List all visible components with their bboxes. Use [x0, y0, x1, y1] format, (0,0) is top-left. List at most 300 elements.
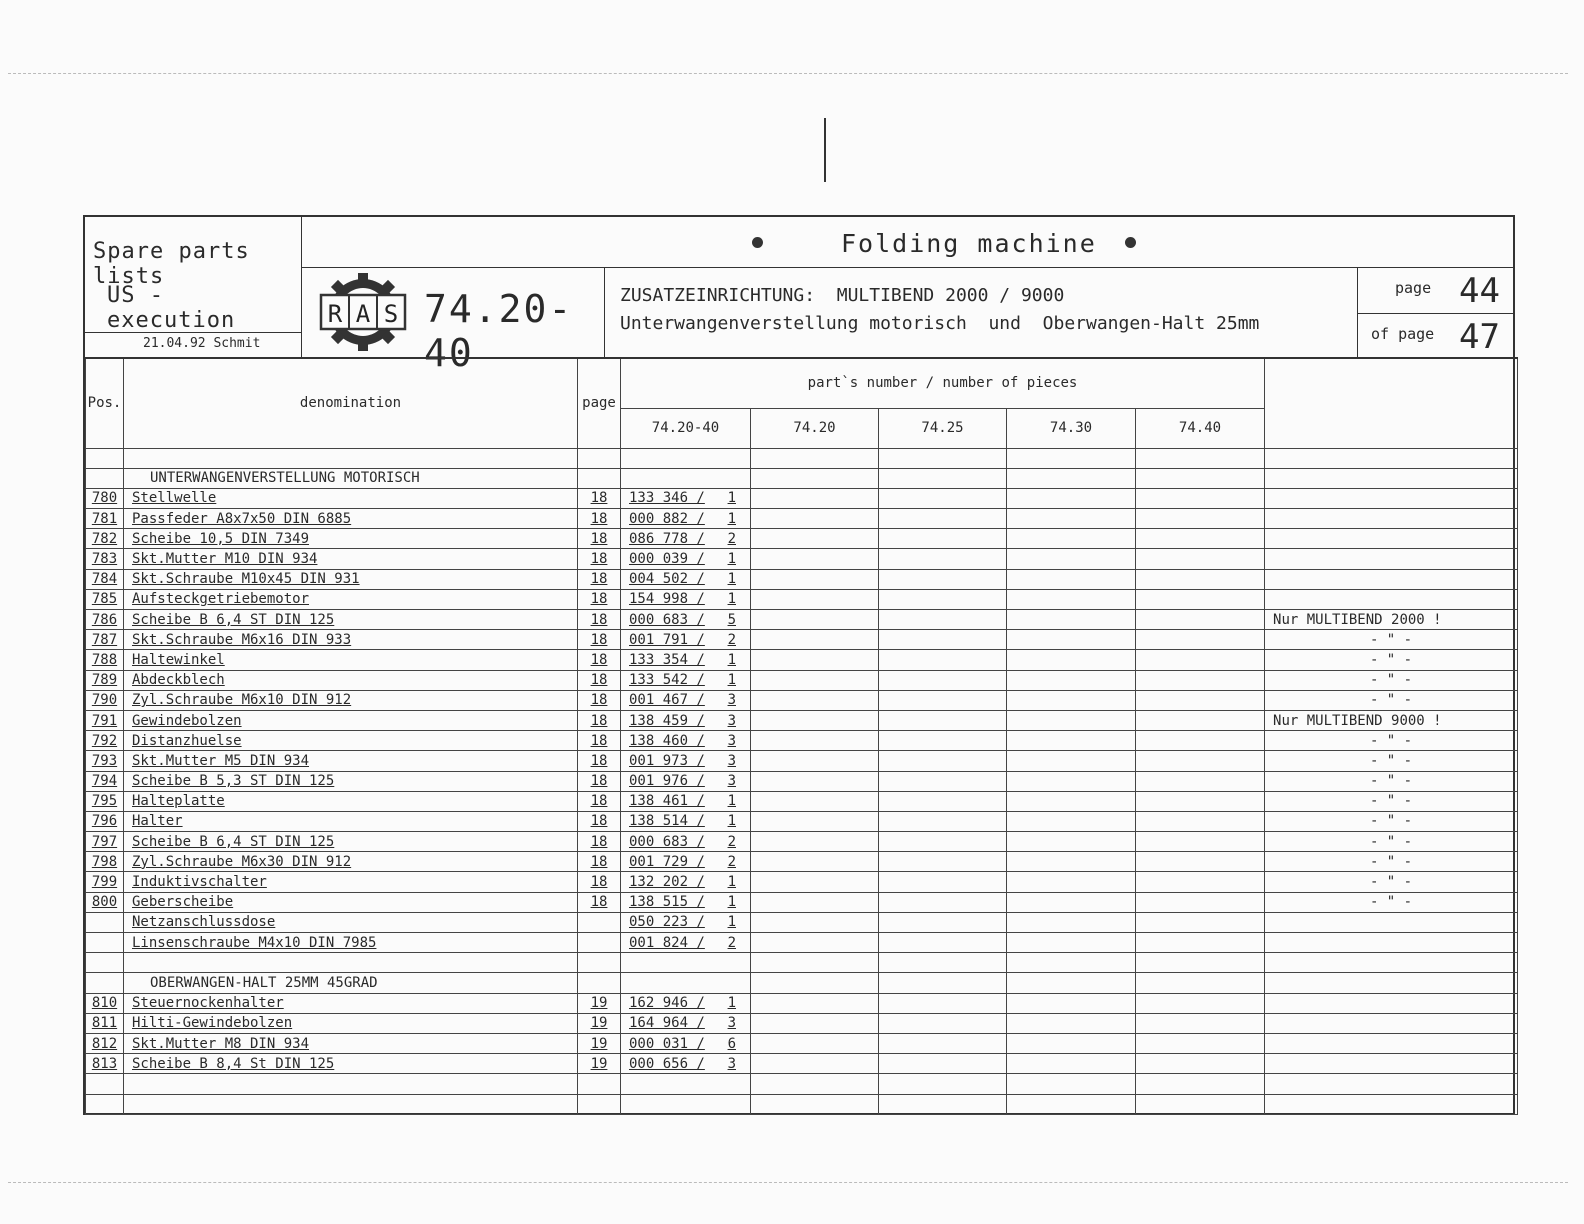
- model-number: 74.20-40: [424, 287, 574, 375]
- empty-cell: [1007, 892, 1136, 912]
- empty-cell: [1007, 549, 1136, 569]
- remark-cell: - " -: [1265, 892, 1518, 912]
- col-header-denomination: denomination: [124, 358, 578, 448]
- quantity: 3: [727, 1055, 736, 1072]
- page-cell: 18: [578, 690, 621, 710]
- table-row: [86, 751, 1518, 771]
- denomination-cell: Halteplatte: [124, 791, 578, 811]
- empty-cell: [751, 488, 879, 508]
- page-cell: 18: [578, 771, 621, 791]
- pos-cell: 790: [86, 690, 124, 710]
- empty-cell: [124, 953, 578, 973]
- empty-cell: [621, 1094, 751, 1115]
- empty-cell: [751, 610, 879, 630]
- page-cell: 18: [578, 832, 621, 852]
- part-number: 001 791 /: [629, 631, 705, 648]
- pos-cell: 797: [86, 832, 124, 852]
- empty-cell: [879, 509, 1007, 529]
- table-row: [86, 610, 1518, 630]
- empty-cell: [578, 448, 621, 468]
- part-number: 001 976 /: [629, 773, 705, 790]
- quantity: 1: [727, 995, 736, 1012]
- pos-cell: 780: [86, 488, 124, 508]
- part-number: 154 998 /: [629, 591, 705, 608]
- empty-cell: [1136, 953, 1265, 973]
- part-number-cell: [621, 791, 751, 811]
- fold-mark: [824, 118, 826, 182]
- empty-cell: [879, 993, 1007, 1013]
- page-cell: 18: [578, 488, 621, 508]
- part-number: 133 346 /: [629, 490, 705, 507]
- empty-cell: [621, 953, 751, 973]
- denomination-cell: Passfeder A8x7x50 DIN 6885: [124, 509, 578, 529]
- table-row: [86, 731, 1518, 751]
- empty-cell: [879, 610, 1007, 630]
- empty-cell: [621, 468, 751, 488]
- bullet-icon: [1125, 237, 1136, 248]
- part-number: 138 514 /: [629, 813, 705, 830]
- table-row: [86, 933, 1518, 953]
- page-cell: 18: [578, 892, 621, 912]
- part-number-cell: [621, 892, 751, 912]
- empty-cell: [879, 468, 1007, 488]
- empty-cell: [86, 1094, 124, 1115]
- part-number-cell: [621, 1013, 751, 1033]
- empty-cell: [1007, 993, 1136, 1013]
- empty-cell: [751, 852, 879, 872]
- header-execution-label: US - execution: [107, 283, 236, 333]
- denomination-cell: Skt.Schraube M6x16 DIN 933: [124, 630, 578, 650]
- empty-cell: [751, 993, 879, 1013]
- part-number: 000 882 /: [629, 510, 705, 527]
- empty-cell: [1265, 1094, 1518, 1115]
- empty-cell: [879, 569, 1007, 589]
- empty-cell: [1136, 710, 1265, 730]
- empty-cell: [879, 650, 1007, 670]
- remark-cell: - " -: [1265, 771, 1518, 791]
- page-cell: 18: [578, 670, 621, 690]
- remark-cell: [1265, 549, 1518, 569]
- part-number-cell: [621, 1033, 751, 1053]
- empty-cell: [751, 529, 879, 549]
- empty-cell: [879, 892, 1007, 912]
- empty-cell: [124, 1094, 578, 1115]
- pos-cell: 783: [86, 549, 124, 569]
- part-number-cell: [621, 610, 751, 630]
- empty-cell: [1136, 488, 1265, 508]
- quantity: 1: [727, 651, 736, 668]
- section-heading: OBERWANGEN-HALT 25MM 45GRAD: [124, 973, 578, 993]
- page-cell: 18: [578, 630, 621, 650]
- page-cell: 18: [578, 569, 621, 589]
- empty-cell: [1136, 1074, 1265, 1094]
- empty-cell: [751, 933, 879, 953]
- empty-cell: [879, 1074, 1007, 1094]
- quantity: 1: [727, 591, 736, 608]
- part-number-cell: [621, 912, 751, 932]
- empty-cell: [1007, 509, 1136, 529]
- part-number: 000 683 /: [629, 611, 705, 628]
- section-heading: UNTERWANGENVERSTELLUNG MOTORISCH: [124, 468, 578, 488]
- col-header-variant: 74.25: [879, 408, 1007, 448]
- col-header-parts-group: part`s number / number of pieces: [621, 358, 1265, 408]
- empty-cell: [879, 973, 1007, 993]
- empty-cell: [1136, 751, 1265, 771]
- part-number-cell: [621, 710, 751, 730]
- part-number: 050 223 /: [629, 914, 705, 931]
- empty-cell: [1007, 832, 1136, 852]
- table-row: [86, 710, 1518, 730]
- header-date-author: 21.04.92 Schmit: [143, 336, 261, 351]
- empty-cell: [1265, 953, 1518, 973]
- page-cell: 18: [578, 710, 621, 730]
- empty-cell: [1007, 973, 1136, 993]
- empty-cell: [751, 1074, 879, 1094]
- table-row: [86, 791, 1518, 811]
- empty-cell: [1136, 791, 1265, 811]
- remark-cell: - " -: [1265, 791, 1518, 811]
- empty-cell: [1136, 731, 1265, 751]
- col-header-variant: 74.20: [751, 408, 879, 448]
- empty-cell: [1007, 529, 1136, 549]
- quantity: 2: [727, 631, 736, 648]
- page-cell: 18: [578, 791, 621, 811]
- table-row: [86, 488, 1518, 508]
- empty-cell: [751, 509, 879, 529]
- part-number-cell: [621, 690, 751, 710]
- part-number: 138 461 /: [629, 793, 705, 810]
- empty-cell: [86, 1074, 124, 1094]
- empty-cell: [879, 670, 1007, 690]
- empty-cell: [1136, 1054, 1265, 1074]
- table-row: [86, 690, 1518, 710]
- empty-cell: [1007, 610, 1136, 630]
- denomination-cell: Skt.Mutter M8 DIN 934: [124, 1033, 578, 1053]
- quantity: 3: [727, 712, 736, 729]
- part-number: 133 542 /: [629, 672, 705, 689]
- empty-cell: [879, 690, 1007, 710]
- empty-cell: [1007, 771, 1136, 791]
- denomination-cell: Scheibe B 6,4 ST DIN 125: [124, 610, 578, 630]
- table-row: [86, 549, 1518, 569]
- table-row: [86, 1054, 1518, 1074]
- denomination-cell: Scheibe B 6,4 ST DIN 125: [124, 832, 578, 852]
- empty-cell: [86, 973, 124, 993]
- empty-cell: [879, 448, 1007, 468]
- empty-cell: [751, 731, 879, 751]
- empty-cell: [1136, 771, 1265, 791]
- denomination-cell: Scheibe B 5,3 ST DIN 125: [124, 771, 578, 791]
- page-cell: 18: [578, 610, 621, 630]
- empty-cell: [1136, 690, 1265, 710]
- page-cell: 18: [578, 811, 621, 831]
- part-number: 000 656 /: [629, 1055, 705, 1072]
- empty-cell: [621, 448, 751, 468]
- pos-cell: 813: [86, 1054, 124, 1074]
- header-spare-parts-label: Spare parts lists: [93, 239, 250, 289]
- remark-cell: - " -: [1265, 751, 1518, 771]
- remark-cell: [1265, 933, 1518, 953]
- empty-cell: [1007, 569, 1136, 589]
- quantity: 3: [727, 773, 736, 790]
- denomination-cell: Induktivschalter: [124, 872, 578, 892]
- empty-cell: [578, 1094, 621, 1115]
- pos-cell: 789: [86, 670, 124, 690]
- part-number-cell: [621, 488, 751, 508]
- empty-cell: [621, 973, 751, 993]
- empty-cell: [1136, 912, 1265, 932]
- empty-cell: [1007, 710, 1136, 730]
- page-cell: 18: [578, 509, 621, 529]
- page-cell: 18: [578, 751, 621, 771]
- remark-cell: - " -: [1265, 731, 1518, 751]
- empty-cell: [1265, 448, 1518, 468]
- quantity: 2: [727, 934, 736, 951]
- empty-cell: [1007, 1054, 1136, 1074]
- table-row: [86, 468, 1518, 488]
- pos-cell: 784: [86, 569, 124, 589]
- remark-cell: [1265, 1054, 1518, 1074]
- part-number: 001 729 /: [629, 853, 705, 870]
- page-cell: 18: [578, 852, 621, 872]
- empty-cell: [879, 731, 1007, 751]
- empty-cell: [1136, 610, 1265, 630]
- empty-cell: [578, 468, 621, 488]
- empty-cell: [124, 448, 578, 468]
- empty-cell: [879, 1094, 1007, 1115]
- denomination-cell: Haltewinkel: [124, 650, 578, 670]
- part-number-cell: [621, 509, 751, 529]
- quantity: 1: [727, 894, 736, 911]
- empty-cell: [751, 1033, 879, 1053]
- empty-cell: [879, 872, 1007, 892]
- pos-cell: 798: [86, 852, 124, 872]
- pos-cell: 810: [86, 993, 124, 1013]
- empty-cell: [86, 468, 124, 488]
- empty-cell: [1136, 529, 1265, 549]
- empty-cell: [1007, 852, 1136, 872]
- pos-cell: 781: [86, 509, 124, 529]
- empty-cell: [751, 650, 879, 670]
- empty-cell: [1007, 670, 1136, 690]
- empty-cell: [1265, 468, 1518, 488]
- page-cell: [578, 933, 621, 953]
- pos-cell: 785: [86, 589, 124, 609]
- table-row: [86, 953, 1518, 973]
- quantity: 1: [727, 874, 736, 891]
- ras-logo-letters: [319, 271, 407, 353]
- empty-cell: [124, 1074, 578, 1094]
- part-number: 086 778 /: [629, 530, 705, 547]
- scan-line: [8, 1182, 1568, 1183]
- empty-cell: [1136, 973, 1265, 993]
- page-cell: 19: [578, 993, 621, 1013]
- denomination-cell: Gewindebolzen: [124, 710, 578, 730]
- part-number: 001 467 /: [629, 692, 705, 709]
- remark-cell: - " -: [1265, 832, 1518, 852]
- quantity: 6: [727, 1035, 736, 1052]
- page-number: 44: [1459, 271, 1500, 311]
- remark-cell: - " -: [1265, 670, 1518, 690]
- logo-letter: S: [383, 300, 399, 328]
- empty-cell: [1007, 468, 1136, 488]
- empty-cell: [1007, 690, 1136, 710]
- remark-cell: - " -: [1265, 811, 1518, 831]
- empty-cell: [751, 892, 879, 912]
- table-row: [86, 892, 1518, 912]
- col-header-variant: 74.20-40: [621, 408, 751, 448]
- empty-cell: [879, 791, 1007, 811]
- empty-cell: [1136, 589, 1265, 609]
- empty-cell: [1007, 1074, 1136, 1094]
- denomination-cell: Steuernockenhalter: [124, 993, 578, 1013]
- table-row: [86, 872, 1518, 892]
- part-number-cell: [621, 771, 751, 791]
- quantity: 1: [727, 571, 736, 588]
- denomination-cell: Skt.Mutter M10 DIN 934: [124, 549, 578, 569]
- remark-cell: - " -: [1265, 650, 1518, 670]
- empty-cell: [578, 953, 621, 973]
- empty-cell: [879, 953, 1007, 973]
- empty-cell: [879, 811, 1007, 831]
- empty-cell: [1136, 832, 1265, 852]
- empty-cell: [1265, 973, 1518, 993]
- empty-cell: [1136, 569, 1265, 589]
- empty-cell: [578, 973, 621, 993]
- quantity: 5: [727, 611, 736, 628]
- remark-cell: [1265, 912, 1518, 932]
- quantity: 1: [727, 510, 736, 527]
- part-number-cell: [621, 872, 751, 892]
- empty-cell: [1007, 751, 1136, 771]
- empty-cell: [1007, 912, 1136, 932]
- part-number: 138 515 /: [629, 894, 705, 911]
- empty-cell: [1136, 872, 1265, 892]
- parts-list-sheet: [83, 215, 1515, 1115]
- empty-cell: [1007, 630, 1136, 650]
- page-cell: 19: [578, 1033, 621, 1053]
- part-number-cell: [621, 670, 751, 690]
- of-page-number: 47: [1459, 317, 1500, 357]
- empty-cell: [751, 569, 879, 589]
- logo-letter: R: [327, 300, 343, 328]
- empty-cell: [751, 953, 879, 973]
- empty-cell: [1007, 1094, 1136, 1115]
- empty-cell: [879, 549, 1007, 569]
- part-number-cell: [621, 731, 751, 751]
- remark-cell: [1265, 993, 1518, 1013]
- empty-cell: [879, 1013, 1007, 1033]
- denomination-cell: Zyl.Schraube M6x30 DIN 912: [124, 852, 578, 872]
- pos-cell: [86, 933, 124, 953]
- parts-table: [85, 357, 1518, 1115]
- part-number-cell: [621, 1054, 751, 1074]
- remark-cell: [1265, 1013, 1518, 1033]
- empty-cell: [879, 933, 1007, 953]
- table-row: [86, 1094, 1518, 1115]
- empty-cell: [879, 832, 1007, 852]
- quantity: 2: [727, 833, 736, 850]
- empty-cell: [1007, 589, 1136, 609]
- part-number-cell: [621, 832, 751, 852]
- empty-cell: [1007, 1033, 1136, 1053]
- quantity: 1: [727, 914, 736, 931]
- part-number: 000 683 /: [629, 833, 705, 850]
- col-header-page: page: [578, 358, 621, 448]
- remark-cell: [1265, 569, 1518, 589]
- empty-cell: [751, 448, 879, 468]
- table-row: [86, 811, 1518, 831]
- table-row: [86, 509, 1518, 529]
- empty-cell: [1136, 892, 1265, 912]
- table-row: [86, 650, 1518, 670]
- empty-cell: [1007, 731, 1136, 751]
- quantity: 3: [727, 1015, 736, 1032]
- empty-cell: [1007, 488, 1136, 508]
- empty-cell: [751, 630, 879, 650]
- empty-cell: [751, 710, 879, 730]
- empty-cell: [879, 589, 1007, 609]
- empty-cell: [1007, 811, 1136, 831]
- empty-cell: [751, 1054, 879, 1074]
- remark-cell: - " -: [1265, 690, 1518, 710]
- empty-cell: [751, 690, 879, 710]
- remark-cell: [1265, 488, 1518, 508]
- table-row: [86, 771, 1518, 791]
- description-line-2: Unterwangenverstellung motorisch und Oberwangen-Halt 25mm: [620, 313, 1260, 334]
- empty-cell: [86, 448, 124, 468]
- empty-cell: [1136, 1013, 1265, 1033]
- scan-line: [8, 73, 1568, 74]
- part-number: 133 354 /: [629, 651, 705, 668]
- empty-cell: [1007, 933, 1136, 953]
- part-number: 000 031 /: [629, 1035, 705, 1052]
- title-band: [301, 217, 1513, 268]
- empty-cell: [751, 549, 879, 569]
- empty-cell: [1265, 1074, 1518, 1094]
- page-cell: 18: [578, 650, 621, 670]
- denomination-cell: Scheibe 10,5 DIN 7349: [124, 529, 578, 549]
- empty-cell: [1136, 1033, 1265, 1053]
- part-number-cell: [621, 549, 751, 569]
- table-row: [86, 630, 1518, 650]
- remark-cell: [1265, 529, 1518, 549]
- empty-cell: [621, 1074, 751, 1094]
- denomination-cell: Abdeckblech: [124, 670, 578, 690]
- remark-cell: Nur MULTIBEND 2000 !: [1265, 610, 1518, 630]
- quantity: 1: [727, 793, 736, 810]
- part-number-cell: [621, 811, 751, 831]
- part-number-cell: [621, 589, 751, 609]
- empty-cell: [1136, 549, 1265, 569]
- empty-cell: [879, 912, 1007, 932]
- empty-cell: [879, 751, 1007, 771]
- denomination-cell: Aufsteckgetriebemotor: [124, 589, 578, 609]
- empty-cell: [86, 953, 124, 973]
- table-row: [86, 1033, 1518, 1053]
- part-number: 162 946 /: [629, 995, 705, 1012]
- pos-cell: 799: [86, 872, 124, 892]
- pos-cell: 796: [86, 811, 124, 831]
- quantity: 3: [727, 732, 736, 749]
- denomination-cell: Distanzhuelse: [124, 731, 578, 751]
- empty-cell: [1136, 650, 1265, 670]
- logo-letter: A: [355, 300, 371, 328]
- empty-cell: [1136, 852, 1265, 872]
- quantity: 1: [727, 551, 736, 568]
- header-left-block: [85, 217, 302, 357]
- part-number: 004 502 /: [629, 571, 705, 588]
